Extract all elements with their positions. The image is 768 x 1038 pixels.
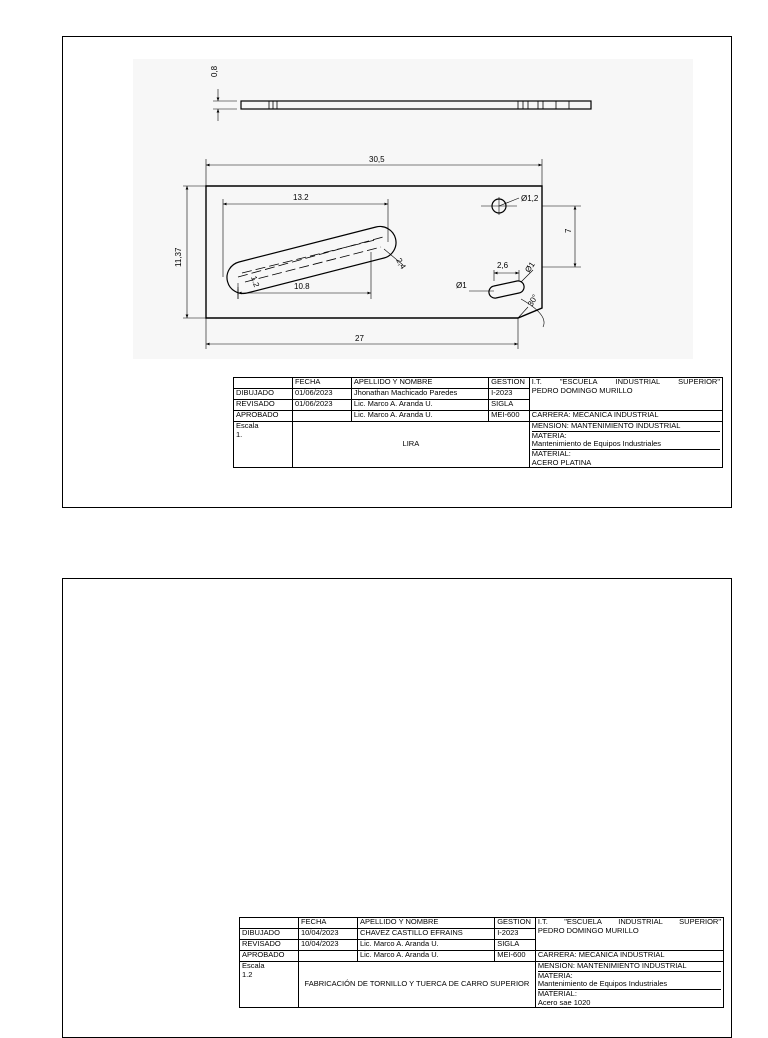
materia-label: MATERIA: (532, 431, 720, 441)
escala-label: Escala (242, 961, 265, 970)
dim-chamfer-angle: 30° (525, 293, 540, 308)
row-label: DIBUJADO (234, 389, 293, 400)
institution-name: PEDRO DOMINGO MURILLO (537, 925, 639, 935)
carrera-text: CARRERA: MECANICA INDUSTRIAL (537, 950, 665, 959)
material-label: MATERIAL: (532, 449, 720, 459)
escala-cell (234, 422, 293, 468)
header-fecha: FECHA (292, 378, 351, 389)
dim-bottom-length: 27 (355, 334, 364, 343)
institution-word: SUPERIOR" (678, 377, 720, 386)
material-text: Acero sae 1020 (537, 997, 591, 1007)
row-nombre: CHAVEZ CASTILLO EFRAINS (357, 929, 494, 940)
dim-small-slot-diameter: Ø1 (523, 260, 537, 275)
row-nombre: Lic. Marco A. Aranda U. (351, 400, 488, 411)
row-gestion: I-2023 (495, 929, 536, 940)
institution-word: INDUSTRIAL (615, 377, 661, 386)
institution-cell (535, 918, 723, 951)
header-empty (234, 378, 293, 389)
row-fecha: 10/04/2023 (298, 929, 357, 940)
info-cell (529, 422, 722, 468)
institution-word: "ESCUELA (559, 377, 598, 386)
material-text: ACERO PLATINA (531, 457, 592, 467)
materia-text: Mantenimiento de Equipos Industriales (531, 439, 662, 449)
technical-drawing (63, 37, 733, 377)
row-label: REVISADO (234, 400, 293, 411)
header-gestion: GESTION (489, 378, 530, 389)
dim-slot-inner: 10.8 (294, 282, 310, 291)
row-nombre: Jhonathan Machicado Paredes (351, 389, 488, 400)
drawing-sheet-1 (62, 36, 732, 508)
escala-value: 1. (236, 429, 243, 439)
escala-cell (240, 962, 299, 1008)
header-fecha: FECHA (298, 918, 357, 929)
dim-hole-diameter: Ø1,2 (521, 194, 539, 203)
material-label: MATERIAL: (538, 989, 721, 999)
carrera-text: CARRERA: MECANICA INDUSTRIAL (531, 410, 659, 419)
escala-label: Escala (236, 421, 259, 430)
dim-height: 11,37 (174, 247, 183, 267)
dim-thickness: 0,8 (210, 65, 219, 77)
row-label: APROBADO (234, 411, 293, 422)
row-fecha: 01/06/2023 (292, 400, 351, 411)
materia-text: Mantenimiento de Equipos Industriales (537, 979, 668, 989)
dim-slot-length: 13.2 (293, 193, 309, 202)
header-apellido: APELLIDO Y NOMBRE (351, 378, 488, 389)
institution-word: "ESCUELA (564, 917, 602, 926)
institution-word: SUPERIOR" (679, 917, 721, 926)
dim-overall-length: 30,5 (369, 155, 385, 164)
drawing-title: LIRA (292, 422, 529, 468)
row-fecha: 01/06/2023 (292, 389, 351, 400)
carrera-cell (535, 951, 723, 962)
mension-text: MENSION: MANTENIMIENTO INDUSTRIAL (537, 961, 687, 970)
drawing-title: FABRICACIÓN DE TORNILLO Y TUERCA DE CARRO SUPERIOR (298, 962, 535, 1008)
dim-small-slot-end: Ø1 (456, 281, 467, 290)
row-gestion: SIGLA (489, 400, 530, 411)
header-gestion: GESTION (495, 918, 536, 929)
row-fecha (292, 411, 351, 422)
drawing-sheet-2 (62, 578, 732, 1038)
row-nombre: Lic. Marco A. Aranda U. (351, 411, 488, 422)
institution-word: INDUSTRIAL (618, 917, 663, 926)
header-empty (240, 918, 299, 929)
dim-small-slot-length: 2,6 (497, 261, 509, 270)
row-label: APROBADO (240, 951, 299, 962)
dim-hole-offset: 7 (564, 228, 573, 233)
mension-text: MENSION: MANTENIMIENTO INDUSTRIAL (531, 421, 681, 430)
row-gestion: SIGLA (495, 940, 536, 951)
institution-word: I.T. (537, 917, 548, 926)
institution-name: PEDRO DOMINGO MURILLO (531, 385, 633, 395)
row-nombre: Lic. Marco A. Aranda U. (357, 940, 494, 951)
title-block (233, 377, 723, 468)
row-fecha: 10/04/2023 (298, 940, 357, 951)
row-nombre: Lic. Marco A. Aranda U. (357, 951, 494, 962)
dim-slot-width: 1.2 (249, 274, 262, 289)
header-apellido: APELLIDO Y NOMBRE (357, 918, 494, 929)
title-block (239, 917, 724, 1008)
dim-slot-end: 2,4 (394, 256, 408, 271)
row-gestion: I-2023 (489, 389, 530, 400)
row-fecha (298, 951, 357, 962)
row-label: DIBUJADO (240, 929, 299, 940)
carrera-cell (529, 411, 722, 422)
materia-label: MATERIA: (538, 971, 721, 981)
row-gestion: MEI-600 (495, 951, 536, 962)
row-gestion: MEI-600 (489, 411, 530, 422)
escala-value: 1.2 (242, 969, 253, 979)
institution-word: I.T. (531, 377, 542, 386)
institution-cell (529, 378, 722, 411)
row-label: REVISADO (240, 940, 299, 951)
info-cell (535, 962, 723, 1008)
drawing-area (133, 59, 693, 359)
